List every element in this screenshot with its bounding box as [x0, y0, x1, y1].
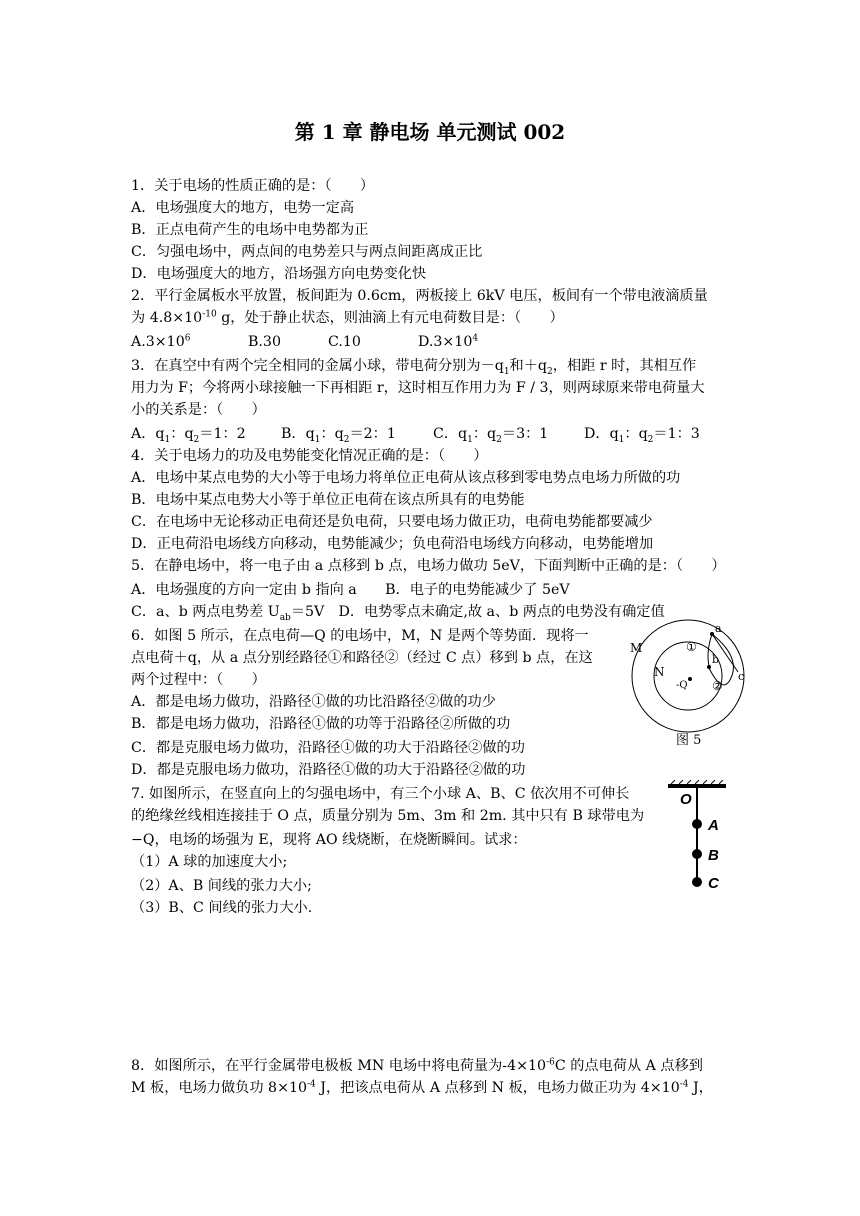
label-ball-b: B [708, 847, 719, 864]
q7-sub-1: （1）A 球的加速度大小; [131, 854, 288, 870]
q2-line-2: 为 $4.8\times 10^{-10}$ g，处于静止状态，则油滴上有元电荷数目是：（ ） [131, 309, 564, 326]
q2-option-a: $A.3\times 10^6$ [131, 333, 191, 350]
ball-b [692, 849, 702, 859]
q7-line-2: 的绝缘丝线相连接挂于 O 点，质量分别为 5m、3m 和 2m. 其中只有 B 球带电为 [131, 808, 645, 824]
q7-sub-3: （3）B、C 间线的张力大小. [131, 900, 313, 916]
label-b: b [712, 653, 720, 666]
q6-line-1: 6．如图 5 所示，在点电荷—Q 的电场中，M，N 是两个等势面．现将一 [131, 628, 589, 644]
q6-option-a: A．都是电场力做功，沿路径①做的功比沿路径②做的功少 [131, 694, 496, 710]
charge-center-dot [688, 677, 692, 681]
q1-stem: 1．关于电场的性质正确的是：（ ） [131, 178, 375, 194]
q5-options-cd: C．a、b 两点电势差 $U_{ab}=5V$ D．电势零点未确定,故 a、b 两点的电势没有确定值 [131, 604, 665, 623]
point-b [707, 665, 711, 669]
figure-q7 [668, 780, 760, 892]
ball-a [692, 819, 702, 829]
q8-line-1: 8．如图所示，在平行金属带电极板 MN 电场中将电荷量为$-4\times 10^{-6}C$ 的点电荷从 A 点移到 [131, 1057, 703, 1074]
ceiling [668, 784, 726, 788]
q5-stem: 5．在静电场中，将一电子由 a 点移到 b 点，电场力做功 5eV，下面判断中正确的是：（ ） [131, 558, 726, 574]
q4-option-a: A．电场中某点电势的大小等于电场力将单位正电荷从该点移到零电势点电场力所做的功 [131, 470, 681, 486]
label-ball-a: A [708, 817, 719, 834]
ceiling-hatch [671, 780, 723, 784]
q7-sub-2: （2）A、B 间线的张力大小; [131, 878, 312, 894]
q6-line-2: 点电荷＋q，从 a 点分别经路径①和路径②（经过 C 点）移到 b 点，在这 [131, 650, 593, 666]
label-ball-c: C [708, 875, 719, 892]
q2-option-c: C.10 [328, 334, 361, 350]
q6-line-3: 两个过程中：（ ） [131, 672, 266, 688]
q3-line-2: 用力为 F；今将两小球接触一下再相距 r，这时相互作用力为 F / 3，则两球原来带电荷量大 [131, 380, 705, 396]
figure-caption: 图 5 [676, 733, 702, 748]
label-c: c [738, 670, 745, 683]
q6-option-d: D．都是克服电场力做功，沿路径①做的功大于沿路径②做的功 [131, 762, 526, 778]
q1-option-c: C．匀强电场中，两点间的电势差只与两点间距离成正比 [131, 244, 483, 260]
label-center-charge: -Q [676, 680, 688, 691]
q4-option-b: B．电场中某点电势大小等于单位正电荷在该点所具有的电势能 [131, 492, 525, 508]
q7-line-3: −Q，电场的场强为 E，现将 AO 线烧断，在烧断瞬间。试求： [131, 832, 527, 848]
q2-option-b: B.30 [248, 334, 281, 350]
q3-line-3: 小的关系是：（ ） [131, 402, 266, 418]
q3-option-a: A．$q_1$：$q_2=1$：2 [131, 426, 246, 445]
q1-option-a: A．电场强度大的地方，电势一定高 [131, 200, 355, 216]
label-m: M [630, 641, 643, 655]
q1-option-b: B．正点电荷产生的电场中电势都为正 [131, 222, 369, 238]
point-a [710, 632, 714, 636]
q2-line-1: 2．平行金属板水平放置，板间距为 0.6cm，两板接上 6kV 电压，板间有一个带电液滴质量 [131, 288, 708, 304]
q4-option-c: C．在电场中无论移动正电荷还是负电荷，只要电场力做正功，电荷电势能都要减少 [131, 514, 653, 530]
q6-option-c: C．都是克服电场力做功，沿路径①做的功大于沿路径②做的功 [131, 740, 525, 756]
q4-stem: 4．关于电场力的功及电势能变化情况正确的是：（ ） [131, 448, 488, 464]
q3-option-d: D．$q_1$：$q_2=1$：3 [584, 426, 700, 445]
q3-option-c: C．$q_1$：$q_2=3$：1 [433, 426, 549, 445]
label-path-2: ② [712, 679, 723, 693]
label-o: O [680, 791, 692, 808]
q3-option-b: B．$q_1$：$q_2=2$：1 [281, 426, 396, 445]
page-title: 第 1 章 静电场 单元测试 002 [294, 120, 566, 144]
label-path-1: ① [686, 640, 697, 654]
q1-option-d: D．电场强度大的地方，沿场强方向电势变化快 [131, 266, 427, 282]
q2-option-d: $D.3\times 10^4$ [418, 333, 479, 350]
figure-5 [626, 618, 756, 753]
q5-options-ab: A．电场强度的方向一定由 b 指向 a B．电子的电势能减少了 5eV [131, 582, 570, 598]
q4-option-d: D．正电荷沿电场线方向移动，电势能减少；负电荷沿电场线方向移动，电势能增加 [131, 536, 654, 552]
equipotential-m [632, 620, 744, 732]
q8-line-2: M 板，电场力做负功 $8\times 10^{-4}$ J，把该点电荷从 A 点移到 N 板，电场力做正功为 $4\times 10^{-4}$ J， [131, 1079, 713, 1096]
label-n: N [654, 665, 665, 679]
q3-line-1: 3．在真空中有两个完全相同的金属小球，带电荷分别为$-q_1$和$+q_2$，相距 r 时，其相互作 [131, 358, 697, 377]
ball-c [692, 877, 702, 887]
label-a: a [715, 622, 722, 635]
q7-line-1: 7. 如图所示，在竖直向上的匀强电场中，有三个小球 A、B、C 依次用不可伸长 [131, 786, 630, 802]
q6-option-b: B．都是电场力做功，沿路径①做的功等于沿路径②所做的功 [131, 716, 511, 732]
